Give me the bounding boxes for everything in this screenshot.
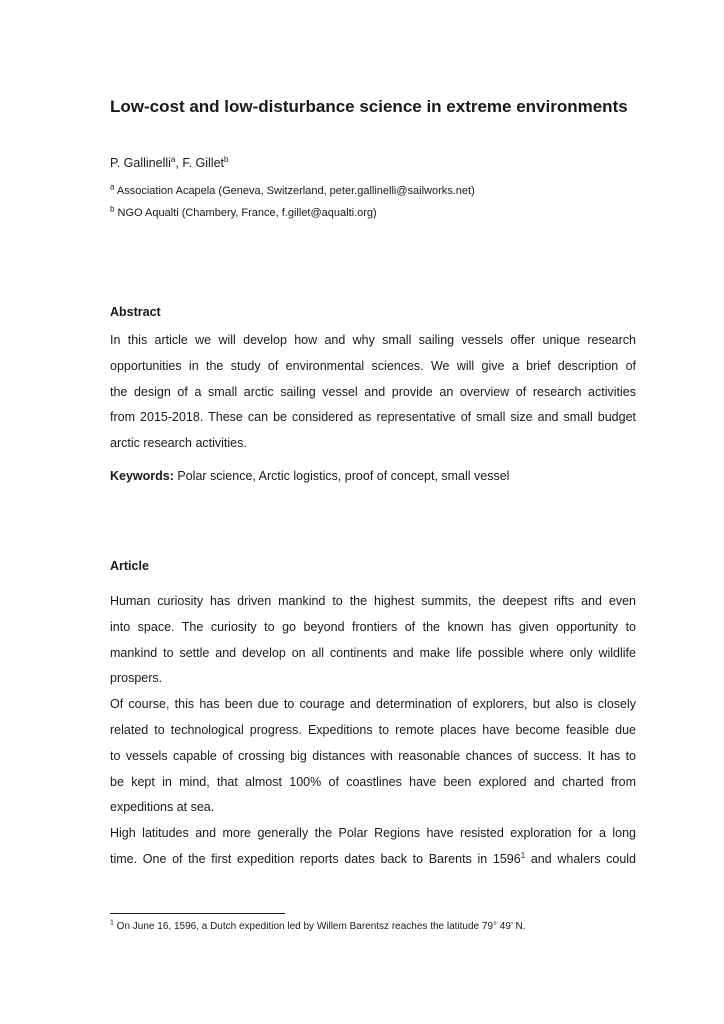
article-line: to vessels capable of crossing big distances with reasonable chances of success. It has to — [110, 748, 636, 763]
article-heading: Article — [110, 559, 149, 573]
affiliation-marker: b — [110, 204, 115, 214]
footnote-marker: 1 — [110, 919, 114, 927]
abstract-line: the design of a small arctic sailing vessel and provide an overview of research activities — [110, 384, 636, 399]
article-line-text: and whalers could — [525, 851, 636, 866]
abstract-line: opportunities in the study of environmental sciences. We will give a brief description of — [110, 358, 636, 373]
article-line: Human curiosity has driven mankind to the highest summits, the deepest rifts and even — [110, 594, 636, 608]
affiliation-marker: b — [224, 154, 229, 164]
affiliation-a — [110, 183, 475, 199]
abstract-paragraph — [110, 328, 636, 457]
article-line-with-footnote — [110, 847, 636, 873]
article-line: expeditions at sea. — [110, 800, 215, 815]
abstract-line: arctic research activities. — [110, 436, 247, 451]
footnote — [110, 920, 526, 934]
keywords-text: Polar science, Arctic logistics, proof of concept, small vessel — [173, 469, 510, 483]
article-body — [110, 589, 636, 873]
affiliation-marker: a — [170, 154, 176, 164]
article-line: prospers. — [110, 671, 163, 686]
affiliation-text: NGO Aqualti (Chambery, France, f.gillet@aqualti.org) — [114, 207, 377, 219]
footnote-divider — [110, 913, 285, 914]
article-line: into space. The curiosity to go beyond frontiers of the known has given opportunity to — [110, 619, 636, 634]
abstract-line: In this article we will develop how and why small sailing vessels offer unique research — [110, 333, 636, 347]
article-line: be kept in mind, that almost 100% of coastlines have been explored and charted from — [110, 774, 636, 789]
affiliation-b — [110, 205, 377, 221]
author-line — [110, 154, 228, 172]
article-line: Of course, this has been due to courage and determination of explorers, but also is closely — [110, 697, 636, 712]
author-name: F. Gillet — [182, 156, 225, 170]
article-line: mankind to settle and develop on all continents and make life possible where only wildlife — [110, 645, 636, 660]
paper-title: Low-cost and low-disturbance science in extreme environments — [110, 97, 628, 116]
keywords-line — [110, 467, 509, 485]
article-line: High latitudes and more generally the Polar Regions have resisted exploration for a long — [110, 826, 636, 841]
abstract-heading: Abstract — [110, 305, 161, 319]
keywords-label: Keywords: — [110, 469, 174, 483]
abstract-line: from 2015-2018. These can be considered as representative of small size and small budget — [110, 410, 636, 425]
article-line: related to technological progress. Expeditions to remote places have become feasible due — [110, 722, 636, 737]
article-line-text: time. One of the first expedition reports dates back to Barents in 1596 — [110, 851, 521, 866]
author-name: P. Gallinelli — [110, 156, 171, 170]
affiliation-text: Association Acapela (Geneva, Switzerland, peter.gallinelli@sailworks.net) — [114, 185, 475, 197]
author-separator: , — [175, 156, 183, 170]
footnote-text: On June 16, 1596, a Dutch expedition led by Willem Barentsz reaches the latitude 79° 49’ N. — [113, 921, 526, 932]
affiliation-marker: a — [110, 182, 115, 192]
footnote-reference[interactable]: 1 — [520, 850, 526, 860]
